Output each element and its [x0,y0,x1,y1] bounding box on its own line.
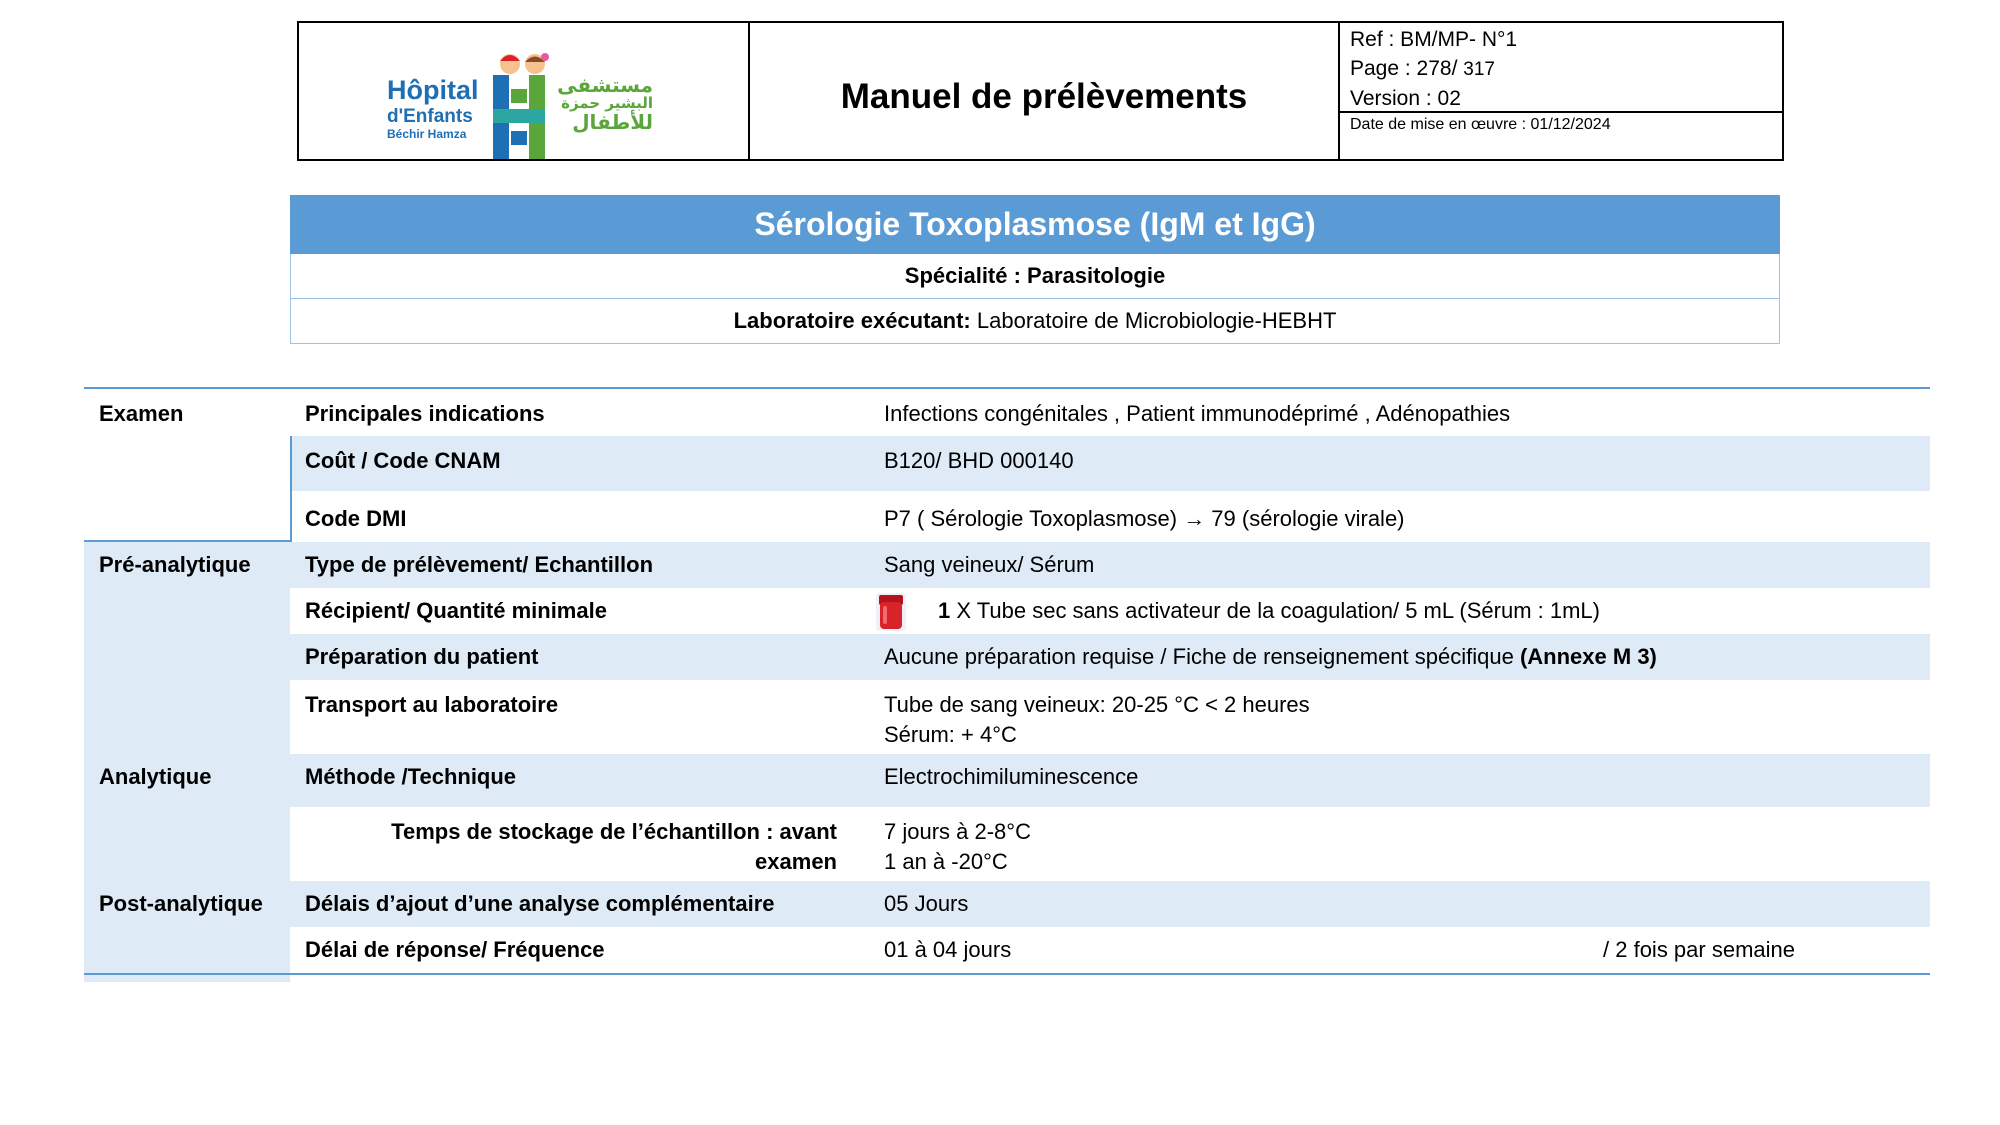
row-value: 01 à 04 jours [884,937,1012,962]
page-label: Page : 278/ [1350,57,1458,80]
section-post-analytique: Post-analytique [99,891,263,916]
row-label: Préparation du patient [305,644,539,669]
row-value [938,596,1600,626]
section-pre-analytique: Pré-analytique [99,552,251,577]
page-number [1350,54,1772,84]
laboratory-value: Laboratoire de Microbiologie-HEBHT [976,308,1337,333]
row-label: Type de prélèvement/ Echantillon [305,552,654,577]
row-label: Récipient/ Quantité minimale [305,598,607,623]
logo-line-1: Hôpital [387,75,479,105]
document-header [297,21,1784,161]
row-label: Délais d’ajout d’une analyse complémentaire [305,891,775,916]
row-label: Délai de réponse/ Fréquence [305,937,605,962]
row-value [884,642,1657,672]
tube-description: X Tube sec sans activateur de la coagulation/ 5 mL (Sérum : 1mL) [956,598,1600,623]
table-row [84,634,1930,680]
row-value: Sang veineux/ Sérum [884,552,1095,577]
table-row [290,436,1930,491]
preparation-text: Aucune préparation requise / Fiche de renseignement spécifique [884,644,1514,669]
logo-line-3: Béchir Hamza [387,127,467,141]
table-row [84,807,1930,881]
table-row [84,754,1930,807]
row-label: Méthode /Technique [305,764,517,789]
transport-line-1: Tube de sang veineux: 20-25 °C < 2 heures [884,692,1310,717]
row-value: 05 Jours [884,891,969,916]
manual-title: Manuel de prélèvements [750,23,1340,159]
page-total: 317 [1463,59,1495,80]
hospital-h-icon [489,75,549,159]
laboratory-label: Laboratoire exécutant: [733,308,971,333]
logo-ar-line-3: للأطفال [572,109,653,134]
row-value [884,690,1310,750]
row-value: Infections congénitales , Patient immunodéprimé , Adénopathies [884,401,1511,426]
storage-after: 1 an à -20°C [884,849,1008,874]
reference: Ref : BM/MP- N°1 [1350,28,1518,51]
table-row [84,389,1930,436]
storage-label-before: Temps de stockage de l’échantillon : avant examen [391,819,837,874]
logo-arabic-text [553,75,653,133]
specialty: Spécialité : Parasitologie [904,263,1166,288]
row-label: Transport au laboratoire [305,692,559,717]
table-row [84,491,1930,542]
hospital-logo [299,23,750,159]
section-analytique: Analytique [99,764,212,789]
table-row [84,588,1930,634]
row-label: Principales indications [305,401,545,426]
table-row [84,542,1930,588]
logo-french-text [387,77,479,140]
frequency: / 2 fois par semaine [1603,937,1795,962]
red-tube-icon [874,592,908,632]
table-row [84,927,1930,973]
exam-title-box [290,195,1780,344]
row-value: P7 ( Sérologie Toxoplasmose) → 79 (sérologie virale) [884,506,1405,531]
table-row [84,680,1930,754]
transport-line-2: Sérum: + 4°C [884,722,1017,747]
row-value: Electrochimiluminescence [884,764,1139,789]
specialty-row [290,254,1780,299]
document-info [1340,23,1782,159]
exam-details-table [84,387,1930,962]
row-label: Coût / Code CNAM [305,448,501,473]
effective-date: Date de mise en œuvre : 01/12/2024 [1350,116,1611,133]
logo-ar-line-2: البشير حمزة [561,94,653,112]
storage-before: 7 jours à 2-8°C [884,819,1031,844]
logo-ar-line-1: مستشفى [557,73,653,97]
quantity: 1 [938,598,951,623]
exam-title: Sérologie Toxoplasmose (IgM et IgG) [290,195,1780,254]
table-row [84,881,1930,927]
row-value [884,817,1031,877]
row-value: B120/ BHD 000140 [884,448,1074,473]
annex-reference: (Annexe M 3) [1519,644,1657,669]
row-label: Code DMI [305,506,407,531]
logo-line-2: d'Enfants [387,106,473,127]
section-examen: Examen [99,401,184,426]
laboratory-row [290,299,1780,344]
version: Version : 02 [1350,87,1461,110]
